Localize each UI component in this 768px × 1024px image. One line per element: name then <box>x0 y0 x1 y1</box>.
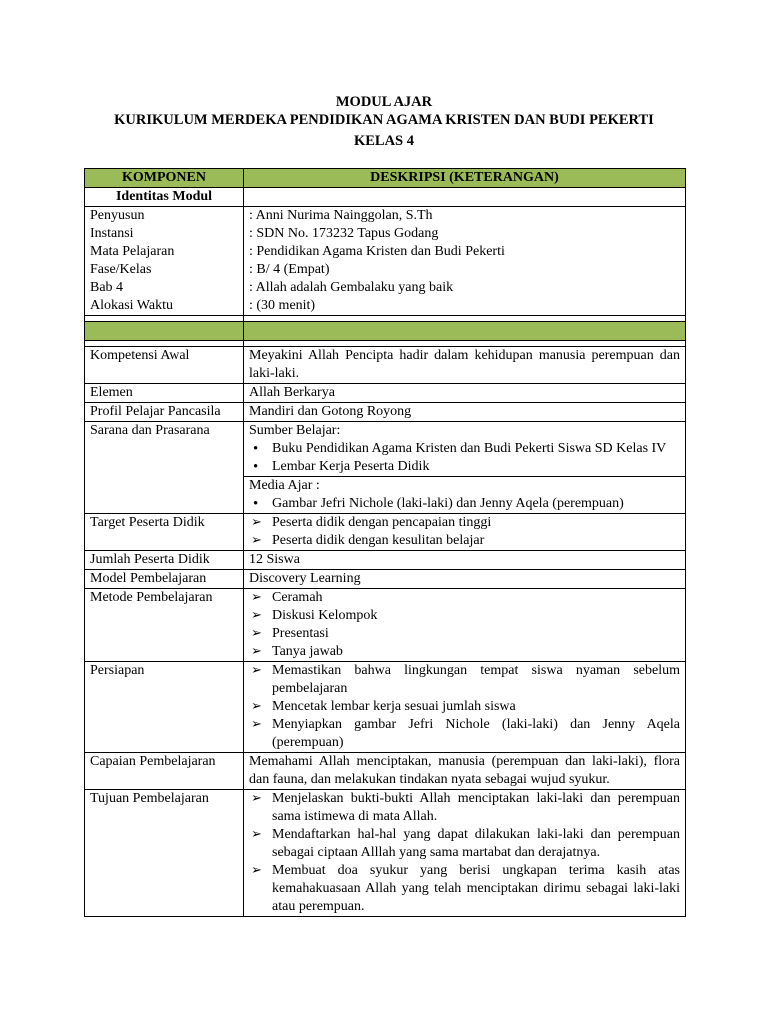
metode-label: Metode Pembelajaran <box>85 589 244 662</box>
list-item: ➢ Mencetak lembar kerja sesuai jumlah siswa <box>249 698 680 716</box>
persiapan-list <box>249 662 680 752</box>
model-row <box>85 570 686 589</box>
list-item: ➢ Tanya jawab <box>249 643 680 661</box>
list-item: ➢ Peserta didik dengan pencapaian tinggi <box>249 514 680 532</box>
list-item: • Buku Pendidikan Agama Kristen dan Budi Pekerti Siswa SD Kelas IV <box>249 440 680 458</box>
tujuan-row <box>85 790 686 917</box>
list-item: ➢ Presentasi <box>249 625 680 643</box>
label-alokasi-waktu: Alokasi Waktu <box>90 298 173 313</box>
label-instansi: Instansi <box>90 226 134 241</box>
persiapan-value <box>244 662 686 753</box>
header-deskripsi: DESKRIPSI (KETERANGAN) <box>244 169 686 188</box>
sarana-label: Sarana dan Prasarana <box>85 422 244 514</box>
tujuan-value <box>244 790 686 917</box>
jumlah-value: 12 Siswa <box>244 551 686 570</box>
list-item: ➢ Menjelaskan bukti-bukti Allah menciptakan laki-laki dan perempuan sama istimewa di mata Allah. <box>249 790 680 826</box>
green-separator-row <box>85 322 686 341</box>
profil-row <box>85 403 686 422</box>
identitas-row <box>85 207 686 316</box>
metode-list <box>249 589 680 661</box>
list-item: ➢ Mendaftarkan hal-hal yang dapat dilakukan laki-laki dan perempuan sebagai ciptaan Alllah yang sama martabat dan derajatnya. <box>249 826 680 862</box>
value-instansi: : SDN No. 173232 Tapus Godang <box>249 226 439 241</box>
tujuan-label: Tujuan Pembelajaran <box>85 790 244 917</box>
capaian-row <box>85 753 686 790</box>
tujuan-list <box>249 790 680 916</box>
target-row <box>85 514 686 551</box>
jumlah-row <box>85 551 686 570</box>
media-ajar-label: Media Ajar : <box>244 476 685 495</box>
list-item: • Lembar Kerja Peserta Didik <box>249 458 680 476</box>
metode-value <box>244 589 686 662</box>
green-separator-cell <box>244 322 686 341</box>
kompetensi-awal-row <box>85 347 686 384</box>
persiapan-label: Persiapan <box>85 662 244 753</box>
list-item: ➢ Peserta didik dengan kesulitan belajar <box>249 532 680 550</box>
identitas-heading: Identitas Modul <box>85 188 244 207</box>
list-item: ➢ Diskusi Kelompok <box>249 607 680 625</box>
identitas-labels <box>85 207 244 316</box>
table-header-row <box>85 169 686 188</box>
module-table <box>84 168 686 917</box>
identitas-values <box>244 207 686 316</box>
sarana-row <box>85 422 686 514</box>
label-penyusun: Penyusun <box>90 208 145 223</box>
label-bab: Bab 4 <box>90 280 124 295</box>
label-mata-pelajaran: Mata Pelajaran <box>90 244 175 259</box>
profil-value: Mandiri dan Gotong Royong <box>244 403 686 422</box>
sumber-belajar-label: Sumber Belajar: <box>249 423 341 438</box>
green-separator-cell <box>85 322 244 341</box>
list-item: • Gambar Jefri Nichole (laki-laki) dan Jenny Aqela (perempuan) <box>249 495 680 513</box>
identitas-heading-row <box>85 188 686 207</box>
list-item: ➢ Membuat doa syukur yang berisi ungkapan terima kasih atas kemahakuasaan Allah yang telah menciptakan dirimu sebagai laki-laki atau perempuan. <box>249 862 680 916</box>
value-fase-kelas: : B/ 4 (Empat) <box>249 262 330 277</box>
document-class: KELAS 4 <box>353 133 415 149</box>
identitas-heading-empty <box>244 188 686 207</box>
label-fase-kelas: Fase/Kelas <box>90 262 152 277</box>
media-ajar-list <box>249 495 680 513</box>
list-item: ➢ Ceramah <box>249 589 680 607</box>
sumber-belajar-list <box>249 440 680 476</box>
document-subtitle: KURIKULUM MERDEKA PENDIDIKAN AGAMA KRISTEN DAN BUDI PEKERTI <box>114 112 654 128</box>
target-value <box>244 514 686 551</box>
model-label: Model Pembelajaran <box>85 570 244 589</box>
target-label: Target Peserta Didik <box>85 514 244 551</box>
list-item: ➢ Menyiapkan gambar Jefri Nichole (laki-laki) dan Jenny Aqela (perempuan) <box>249 716 680 752</box>
model-value: Discovery Learning <box>244 570 686 589</box>
metode-row <box>85 589 686 662</box>
capaian-value: Memahami Allah menciptakan, manusia (perempuan dan laki-laki), flora dan fauna, dan melakukan tindakan nyata sebagai wujud syukur. <box>244 753 686 790</box>
value-penyusun: : Anni Nurima Nainggolan, S.Th <box>249 208 433 223</box>
elemen-value: Allah Berkarya <box>244 384 686 403</box>
profil-label: Profil Pelajar Pancasila <box>85 403 244 422</box>
list-item: ➢ Memastikan bahwa lingkungan tempat siswa nyaman sebelum pembelajaran <box>249 662 680 698</box>
header-komponen: KOMPONEN <box>85 169 244 188</box>
target-list <box>249 514 680 550</box>
elemen-label: Elemen <box>85 384 244 403</box>
capaian-label: Capaian Pembelajaran <box>85 753 244 790</box>
value-alokasi-waktu: : (30 menit) <box>249 298 316 313</box>
kompetensi-awal-value: Meyakini Allah Pencipta hadir dalam kehidupan manusia perempuan dan laki-laki. <box>244 347 686 384</box>
value-bab: : Allah adalah Gembalaku yang baik <box>249 280 454 295</box>
elemen-row <box>85 384 686 403</box>
sarana-value <box>244 422 686 514</box>
value-mata-pelajaran: : Pendidikan Agama Kristen dan Budi Pekerti <box>249 244 505 259</box>
document-title: MODUL AJAR <box>335 94 433 110</box>
jumlah-label: Jumlah Peserta Didik <box>85 551 244 570</box>
persiapan-row <box>85 662 686 753</box>
kompetensi-awal-label: Kompetensi Awal <box>85 347 244 384</box>
